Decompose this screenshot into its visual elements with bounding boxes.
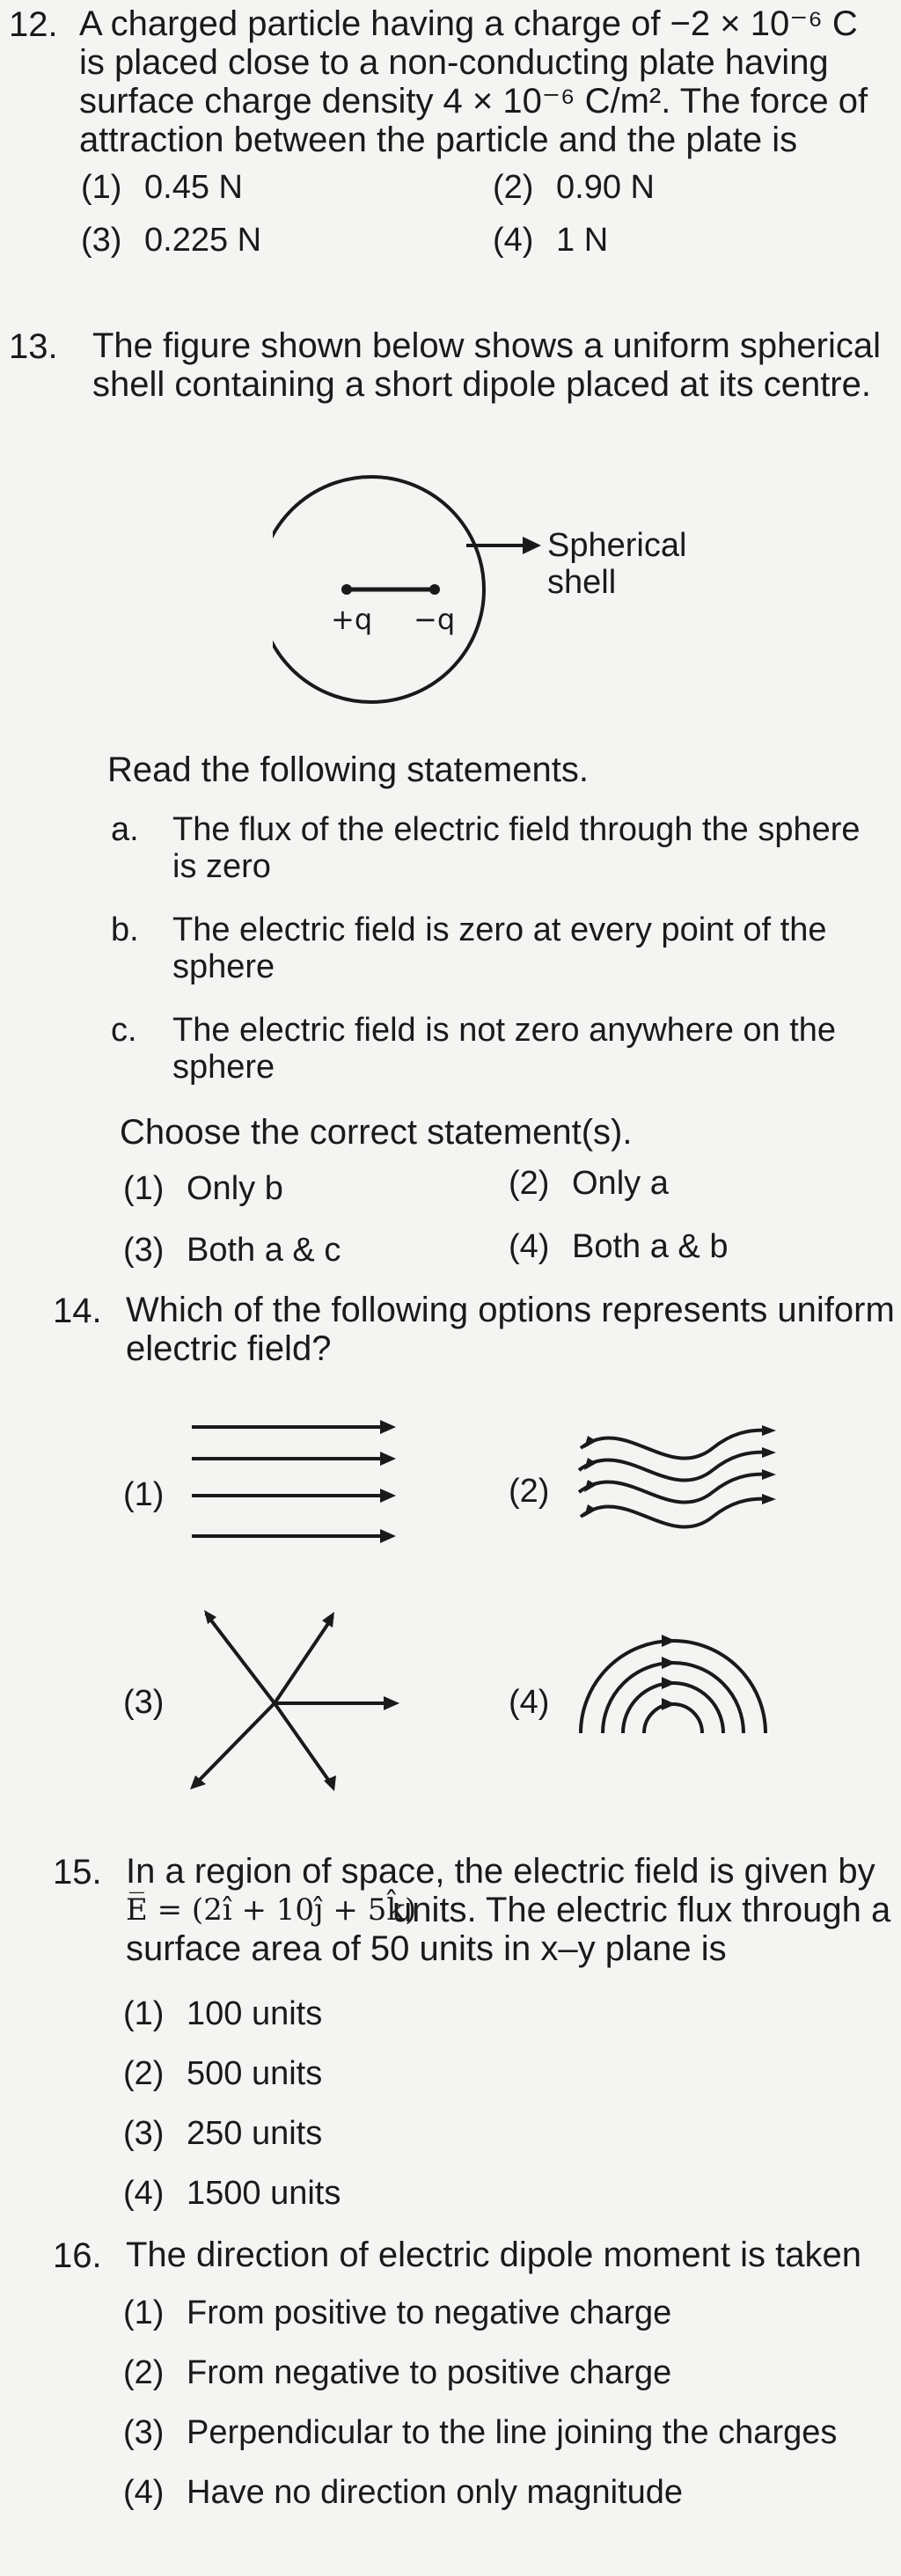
option-number: (3) (123, 2115, 165, 2152)
question-text-line: The figure shown below shows a uniform spherical (92, 326, 881, 365)
option-text: 1 N (556, 222, 609, 259)
label-shell: shell (547, 564, 617, 601)
option-number: (4) (123, 2175, 165, 2212)
option-text: 1500 units (187, 2175, 341, 2212)
question-text-line: The direction of electric dipole moment is taken (126, 2236, 861, 2274)
field-line (275, 1703, 333, 1786)
option-2[interactable] (509, 1163, 669, 1204)
field-line (194, 1703, 275, 1786)
dipole-negative-charge (429, 584, 440, 595)
option-number: (1) (81, 169, 122, 206)
arrowhead (584, 1458, 597, 1470)
arrowhead (762, 1447, 776, 1458)
option-text: Both a & c (187, 1232, 341, 1269)
uniform-field-lines-figure (187, 1408, 407, 1557)
arrowhead (762, 1494, 776, 1504)
arrowhead (380, 1529, 396, 1543)
option-number: (1) (123, 1170, 165, 1207)
option-2[interactable] (509, 1471, 572, 1511)
arrowhead (584, 1480, 597, 1492)
label-spherical: Spherical (547, 527, 687, 564)
question-text-line: In a region of space, the electric field is given by (126, 1852, 875, 1891)
option-number: (1) (123, 1995, 165, 2032)
option-4[interactable] (509, 1682, 572, 1723)
option-text: 0.90 N (556, 169, 655, 206)
option-2[interactable] (123, 2053, 322, 2094)
option-3[interactable] (81, 220, 261, 260)
arrowhead (662, 1657, 676, 1669)
question-text-line: is placed close to a non-conducting plate having (79, 43, 829, 82)
option-number: (4) (509, 1228, 550, 1265)
question-text-line: Which of the following options represents uniform (126, 1291, 895, 1329)
field-line (206, 1614, 275, 1703)
dipole-positive-charge (341, 584, 352, 595)
option-1[interactable] (123, 1168, 283, 1209)
option-3[interactable] (123, 1682, 187, 1723)
option-1[interactable] (123, 2293, 671, 2333)
option-number: (2) (493, 169, 534, 206)
statement-line: is zero (172, 848, 271, 885)
question-text-line: electric field? (126, 1329, 332, 1368)
option-text: Only a (572, 1165, 669, 1202)
option-number: (3) (123, 2414, 165, 2451)
option-text: 250 units (187, 2115, 323, 2152)
question-text-line: surface area of 50 units in x–y plane is (126, 1929, 727, 1968)
option-1[interactable] (81, 167, 243, 208)
option-3[interactable] (123, 2412, 837, 2453)
arrowhead (380, 1420, 396, 1434)
question-text-line: shell containing a short dipole placed at its centre. (92, 365, 871, 404)
arrowhead (662, 1635, 676, 1647)
arrowhead (384, 1696, 399, 1710)
option-text: 0.225 N (144, 222, 262, 259)
option-3[interactable] (123, 2113, 322, 2154)
question-text-line: surface charge density 4 × 10⁻⁶ C/m². The force of (79, 82, 868, 121)
option-4[interactable] (493, 220, 608, 260)
option-text: From positive to negative charge (187, 2294, 672, 2331)
question-text-line: attraction between the particle and the plate is (79, 121, 798, 159)
option-number: (1) (123, 1476, 165, 1513)
question-number: 14. (53, 1292, 102, 1330)
option-1[interactable] (123, 1475, 187, 1515)
option-number: (2) (123, 2055, 165, 2092)
statements-prompt: Read the following statements. (107, 750, 589, 789)
arc-field-lines-figure (572, 1626, 774, 1740)
option-number: (2) (509, 1165, 550, 1202)
statement-letter: c. (111, 1012, 137, 1049)
statement-line: The electric field is not zero anywhere on the (172, 1012, 837, 1049)
option-text: From negative to positive charge (187, 2354, 672, 2391)
option-number: (3) (123, 1232, 165, 1269)
arrowhead (662, 1677, 676, 1689)
option-number: (2) (123, 2354, 165, 2391)
field-expression: E̅ = (2î + 10ĵ + 5k̂) (126, 1892, 417, 1928)
option-text: Perpendicular to the line joining the charges (187, 2414, 838, 2451)
option-2[interactable] (493, 167, 655, 208)
choose-prompt: Choose the correct statement(s). (120, 1113, 633, 1152)
question-number: 13. (9, 327, 58, 366)
option-4[interactable] (123, 2472, 683, 2513)
question-text-line: units. The electric flux through a (392, 1891, 891, 1929)
field-line (644, 1704, 702, 1733)
question-number: 16. (53, 2236, 102, 2275)
option-number: (1) (123, 2294, 165, 2331)
option-number: (3) (81, 222, 122, 259)
arrowhead (762, 1469, 776, 1480)
field-line (581, 1641, 765, 1733)
spherical-shell-figure (273, 466, 713, 730)
statement-line: sphere (172, 948, 275, 985)
arrowhead (762, 1425, 776, 1436)
statement-letter: a. (111, 811, 139, 848)
question-number: 15. (53, 1853, 102, 1892)
option-number: (2) (509, 1473, 550, 1510)
option-text: Have no direction only magnitude (187, 2474, 684, 2511)
arrowhead (523, 537, 541, 554)
option-number: (4) (493, 222, 534, 259)
arrowhead (380, 1489, 396, 1503)
option-number: (4) (509, 1684, 550, 1721)
statement-line: The flux of the electric field through the sphere (172, 811, 861, 848)
field-line (275, 1617, 333, 1703)
arrowhead (204, 1610, 216, 1624)
option-text: 0.45 N (144, 169, 243, 206)
statement-letter: b. (111, 911, 139, 948)
radial-field-lines-figure (187, 1599, 415, 1802)
field-line (623, 1683, 723, 1733)
option-text: Both a & b (572, 1228, 729, 1265)
option-text: 100 units (187, 1995, 323, 2032)
option-4[interactable] (123, 2173, 341, 2214)
wavy-field-lines-figure (572, 1422, 783, 1554)
option-2[interactable] (123, 2353, 671, 2393)
option-number: (4) (123, 2474, 165, 2511)
question-text-line: A charged particle having a charge of −2 × 10⁻⁶ C (79, 4, 858, 43)
arrowhead (584, 1504, 597, 1517)
option-1[interactable] (123, 1994, 322, 2034)
arrowhead (380, 1452, 396, 1466)
option-4[interactable] (509, 1226, 728, 1267)
option-text: 500 units (187, 2055, 323, 2092)
statement-line: The electric field is zero at every point of the (172, 911, 827, 948)
option-3[interactable] (123, 1230, 341, 1270)
statement-line: sphere (172, 1049, 275, 1086)
option-text: Only b (187, 1170, 283, 1207)
question-number: 12. (9, 5, 58, 44)
label-minus-q: −q (414, 603, 456, 636)
label-plus-q: +q (331, 603, 373, 636)
arrowhead (662, 1698, 676, 1710)
option-number: (3) (123, 1684, 165, 1721)
arrowhead (584, 1436, 597, 1448)
